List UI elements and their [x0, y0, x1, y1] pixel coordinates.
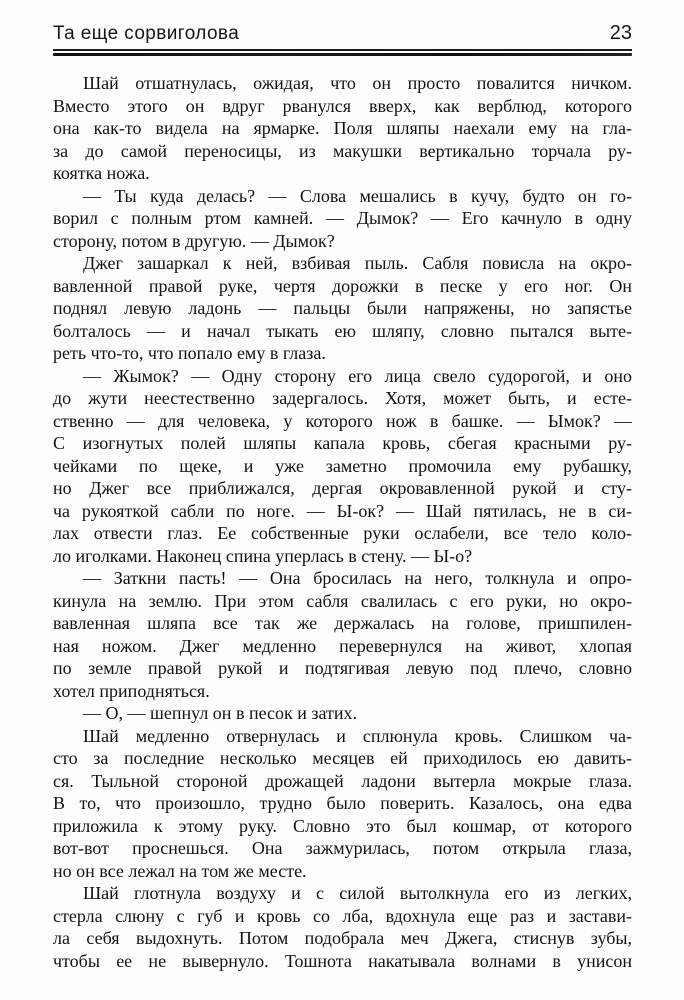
text-line: по земле правой рукой и подтягивая левую под плечо, словно [53, 658, 632, 678]
text-line: поднял левую ладонь — пальцы были напряжены, но запястье [53, 298, 632, 318]
text-line: сторону, потом в другую. — Дымок? [53, 230, 335, 251]
text-line: болталось — и начал тыкать ею шляпу, словно пытался выте- [53, 320, 632, 341]
text-line: Вместо этого он вдруг рванулся вверх, как верблюд, которого [53, 95, 632, 116]
text-line: коятка ножа. [53, 163, 150, 183]
page-header [53, 22, 632, 45]
text-line: — Ты куда делась? — Слова мешались в кучу, будто он го- [83, 185, 632, 206]
text-line: она как-то видела на ярмарке. Поля шляпы наехали ему на гла- [53, 118, 632, 138]
text-line: стерла слюну с губ и кровь со лба, вдохнула еще раз и застави- [53, 905, 632, 926]
text-line: чтобы ее не вывернуло. Тошнота накатывала волнами в унисон [53, 950, 632, 971]
text-line: ло иголками. Наконец спина уперлась в стену. — Ы-о? [53, 545, 473, 566]
text-line: Шай отшатнулась, ожидая, что он просто повалится ничком. [83, 73, 632, 93]
text-line: за до самой переносицы, из макушки вертикально торчала ру- [53, 140, 632, 161]
page-body [53, 72, 632, 972]
text-line: В то, что произошло, трудно было поверить. Казалось, она едва [53, 793, 632, 813]
text-line: до жути неестественно задергалось. Хотя, может быть, и есте- [53, 388, 632, 408]
header-rule-thin [53, 49, 632, 51]
text-line: ворил с полным ртом камней. — Дымок? — Его качнуло в одну [53, 208, 632, 228]
text-line: вавленная шляпа все так же держалась на голове, пришпилен- [53, 613, 632, 633]
text-line: — Заткни пасть! — Она бросилась на него, толкнула и опро- [83, 568, 632, 588]
running-title: Та еще сорвиголова [53, 23, 240, 44]
text-line: чейками по щеке, и уже заметно промочила ему рубашку, [53, 455, 632, 476]
text-line: ственно — для человека, у которого нож в башке. — Ымок? — [53, 410, 632, 431]
text-line: сто за последние несколько месяцев ей приходилось ею давить- [53, 748, 632, 768]
text-line: но он все лежал на том же месте. [53, 860, 307, 881]
page-number: 23 [609, 22, 632, 44]
text-line: ла себя выдохнуть. Потом подобрала меч Джега, стиснув зубы, [53, 928, 632, 948]
text-line: С изогнутых полей шляпы капала кровь, сбегая красными ру- [53, 433, 632, 453]
text-line: ся. Тыльной стороной дрожащей ладони вытерла мокрые глаза. [53, 770, 632, 791]
text-line: — О, — шепнул он в песок и затих. [83, 703, 358, 723]
text-line: ная ножом. Джег медленно перевернулся на живот, хлопая [53, 635, 632, 656]
text-line: вавленной правой руке, чертя дорожки в песке у его ног. Он [53, 275, 632, 296]
text-line: но Джег все приближался, дергая окровавленной рукой и сту- [53, 478, 632, 498]
text-line: кинула на землю. При этом сабля свалилась с его руки, но окро- [53, 590, 632, 611]
text-line: — Жымок? — Одну сторону его лица свело судорогой, и оно [83, 365, 632, 386]
text-line: Шай медленно отвернулась и сплюнула кровь. Слишком ча- [83, 725, 632, 746]
text-line: Джег зашаркал к ней, взбивая пыль. Сабля повисла на окро- [83, 253, 632, 273]
header-rule-thick [53, 53, 632, 56]
text-line: хотел приподняться. [53, 680, 210, 701]
text-line: ча рукояткой сабли по ноге. — Ы-ок? — Шай пятилась, не в си- [53, 500, 632, 521]
text-line: лах отвести глаз. Ее собственные руки ослабели, все тело коло- [53, 523, 632, 543]
text-line: реть что-то, что попало ему в глаза. [53, 343, 326, 363]
text-line: вот-вот проснешься. Она зажмурилась, потом открыла глаза, [53, 838, 632, 858]
text-line: Шай глотнула воздуху и с силой вытолкнула его из легких, [83, 883, 632, 903]
text-line: приложила к этому руку. Словно это был кошмар, от которого [53, 815, 632, 836]
